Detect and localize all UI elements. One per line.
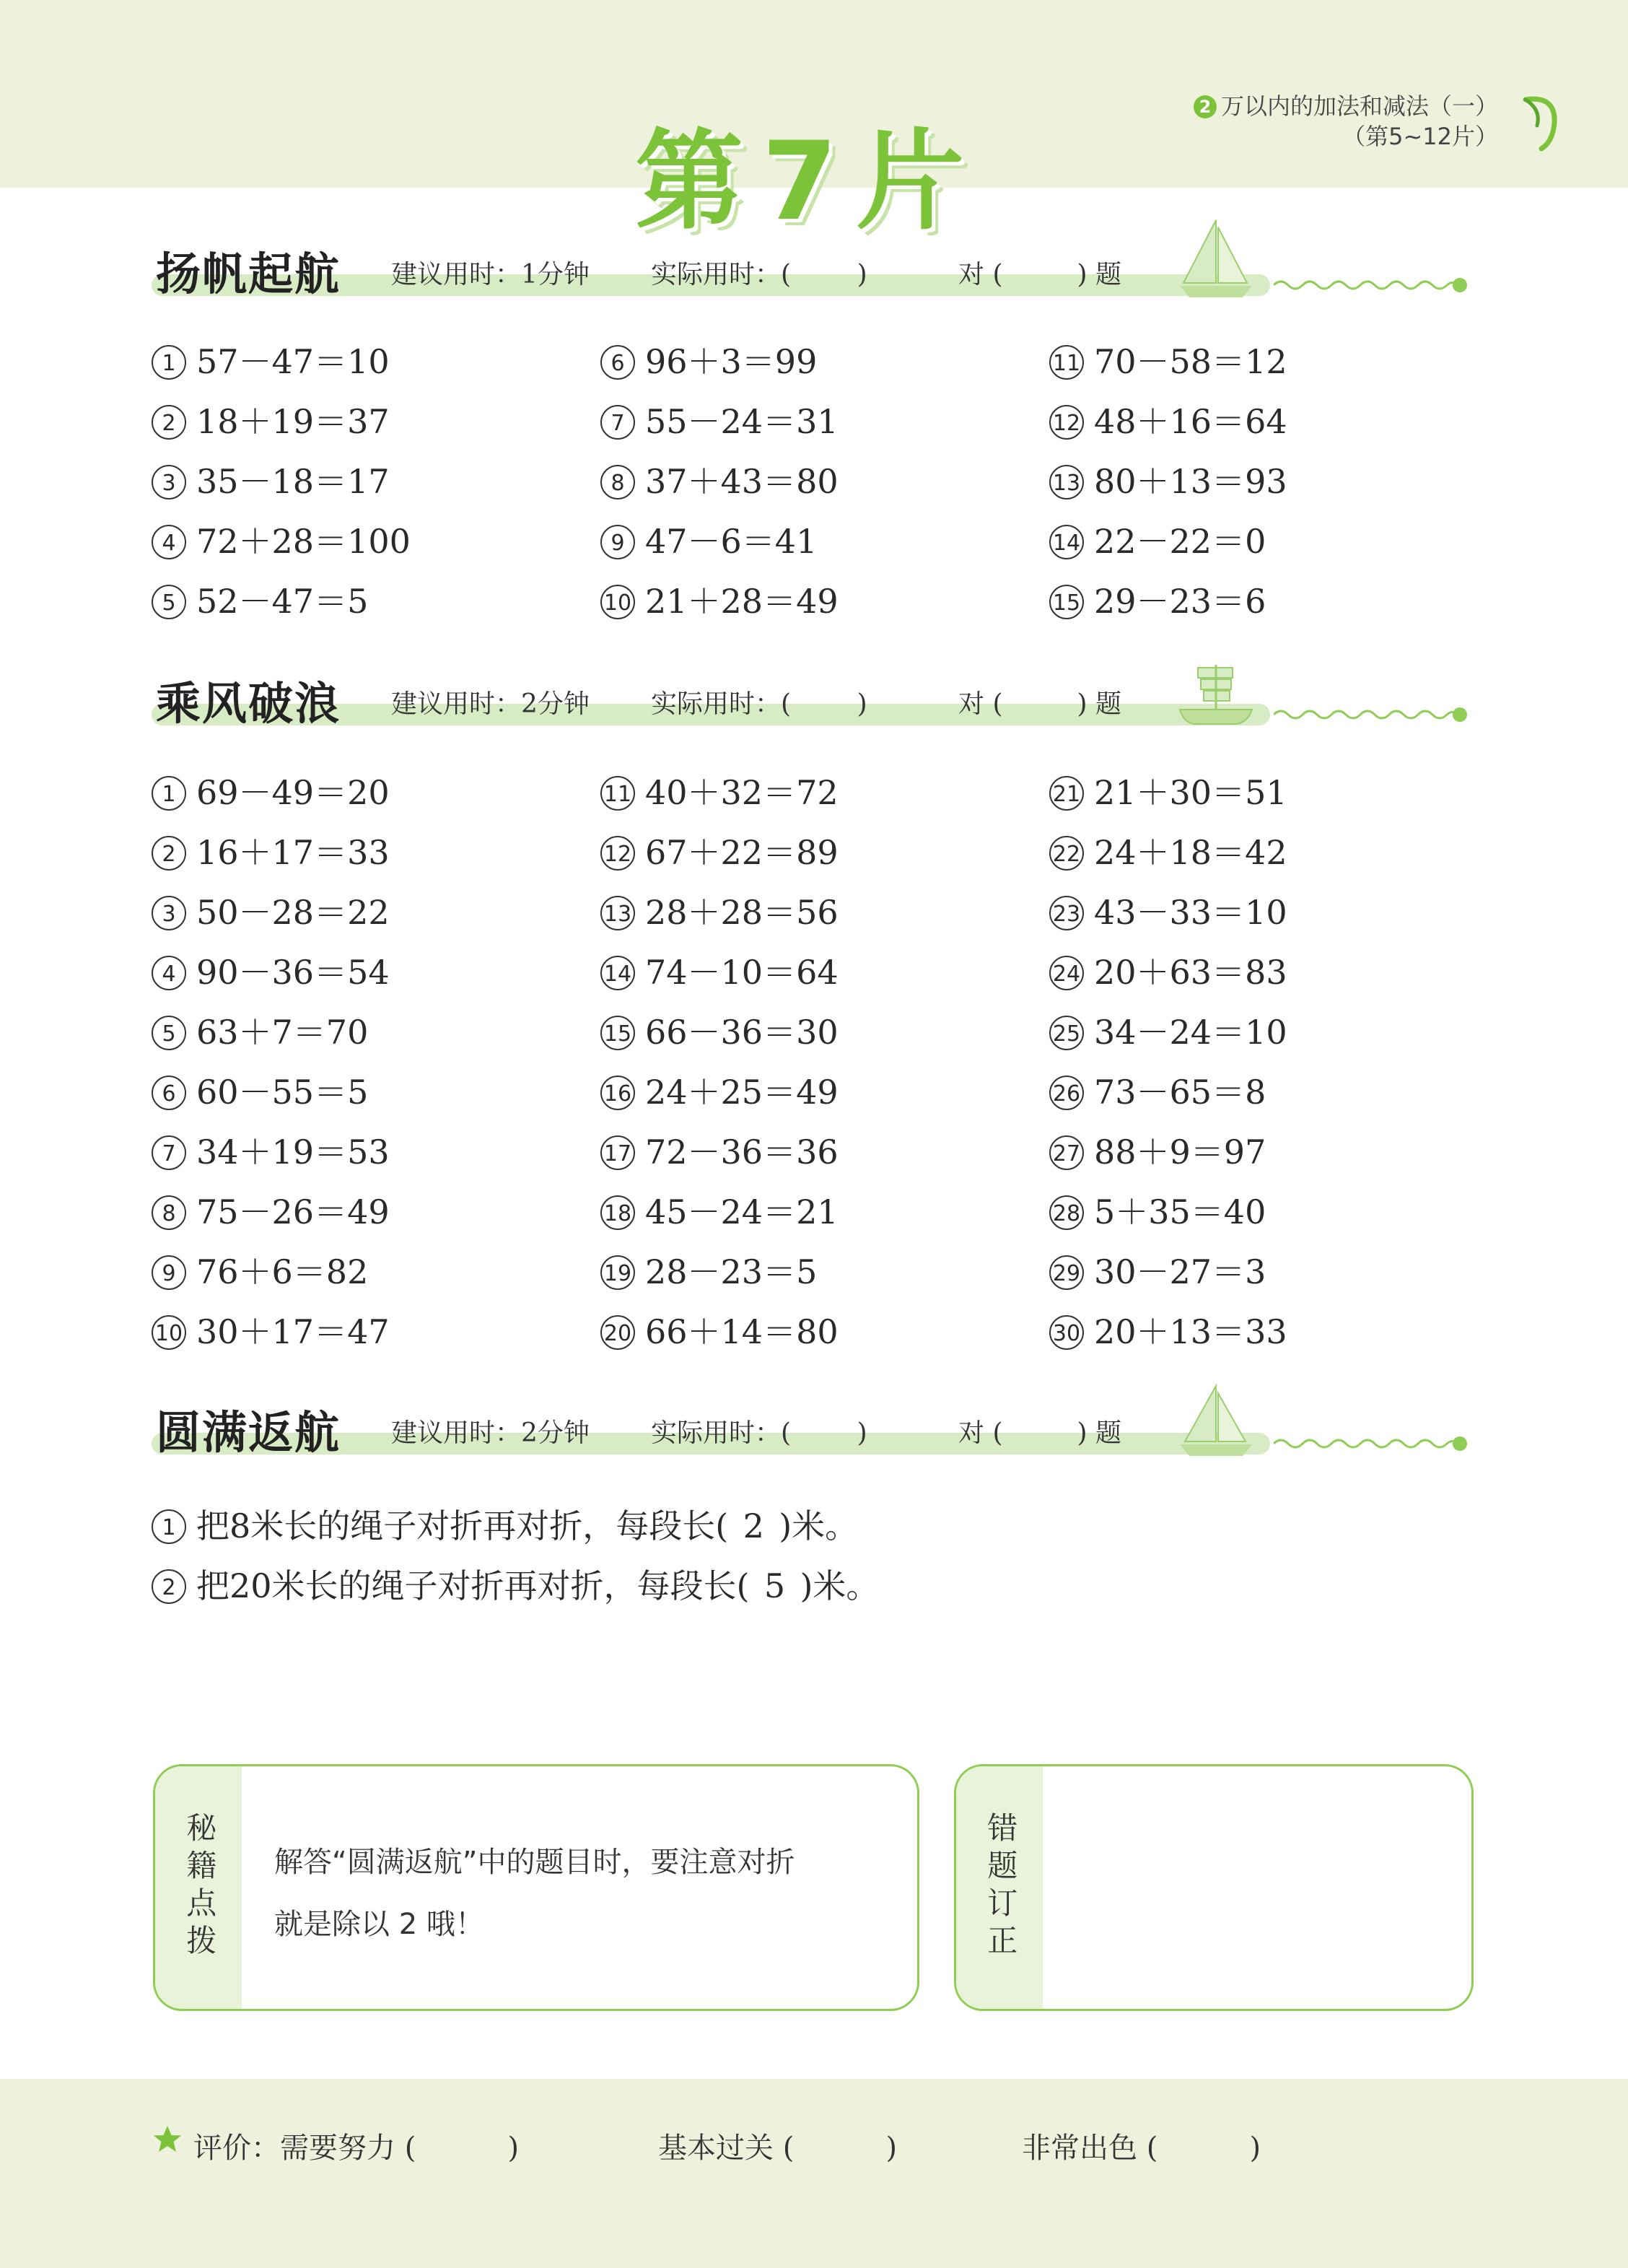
problem-number: 1 bbox=[152, 1509, 186, 1544]
problem-number: 24 bbox=[1049, 956, 1084, 990]
problem-number: 9 bbox=[152, 1255, 186, 1290]
unit-info bbox=[1194, 91, 1498, 152]
star-icon bbox=[152, 2124, 183, 2155]
problem: 21 21＋30＝51 bbox=[1049, 767, 1287, 814]
problem-number: 9 bbox=[600, 525, 635, 559]
eval-needs-effort: 评价：需要努力 ( ) bbox=[193, 2132, 520, 2165]
problem-number: 21 bbox=[1049, 776, 1084, 811]
word-problem: 2 把20米长的绳子对折再对折，每段长( 5 )米。 bbox=[152, 1560, 879, 1608]
section-title: 圆满返航 bbox=[156, 1406, 341, 1459]
problem-number: 3 bbox=[152, 465, 186, 500]
section-title: 扬帆起航 bbox=[156, 248, 341, 300]
suggested-time: 建议用时：2分钟 bbox=[391, 689, 590, 719]
problem: 8 75－26＝49 bbox=[152, 1186, 390, 1234]
eval-basic-pass: 基本过关 ( ) bbox=[658, 2132, 898, 2165]
problem: 28 5＋35＝40 bbox=[1049, 1186, 1266, 1234]
problem: 11 40＋32＝72 bbox=[600, 767, 839, 814]
problem-number: 30 bbox=[1049, 1315, 1084, 1350]
sailboat-icon bbox=[1176, 1382, 1256, 1462]
problem: 2 16＋17＝33 bbox=[152, 826, 390, 874]
problem: 3 50－28＝22 bbox=[152, 886, 390, 934]
problem: 19 28－23＝5 bbox=[600, 1246, 817, 1294]
tips-text: 解答“圆满返航”中的题目时，要注意对折 就是除以 2 哦！ bbox=[274, 1846, 795, 1941]
problem: 7 34＋19＝53 bbox=[152, 1126, 390, 1174]
problem-number: 20 bbox=[600, 1315, 635, 1350]
problem: 7 55－24＝31 bbox=[600, 396, 839, 443]
problem-number: 15 bbox=[1049, 585, 1084, 619]
problem-number: 3 bbox=[152, 896, 186, 930]
problem-number: 10 bbox=[152, 1315, 186, 1350]
problem-number: 5 bbox=[152, 585, 186, 619]
problem-number: 25 bbox=[1049, 1016, 1084, 1050]
problem: 29 30－27＝3 bbox=[1049, 1246, 1266, 1294]
page-title: 第7片 bbox=[635, 119, 984, 245]
problem-number: 17 bbox=[600, 1135, 635, 1170]
problem: 1 57－47＝10 bbox=[152, 336, 390, 383]
problem-number: 8 bbox=[600, 465, 635, 500]
wave-divider bbox=[1274, 271, 1469, 300]
problem-number: 16 bbox=[600, 1076, 635, 1110]
word-problem: 1 把8米长的绳子对折再对折，每段长( 2 )米。 bbox=[152, 1500, 858, 1548]
problem: 16 24＋25＝49 bbox=[600, 1066, 839, 1114]
correct-count: 对 ( ) 题 bbox=[958, 689, 1121, 719]
correct-count: 对 ( ) 题 bbox=[958, 1418, 1121, 1448]
problem-number: 6 bbox=[600, 345, 635, 380]
problem-number: 7 bbox=[152, 1135, 186, 1170]
problem-number: 2 bbox=[152, 1569, 186, 1604]
error-correction-box[interactable] bbox=[954, 1764, 1474, 2011]
problem: 5 63＋7＝70 bbox=[152, 1006, 368, 1054]
problem-number: 26 bbox=[1049, 1076, 1084, 1110]
problem-number: 29 bbox=[1049, 1255, 1084, 1290]
problem: 2 18＋19＝37 bbox=[152, 396, 390, 443]
sailboat-icon bbox=[1176, 217, 1256, 303]
problem: 17 72－36＝36 bbox=[600, 1126, 839, 1174]
problem-number: 8 bbox=[152, 1195, 186, 1230]
answer: 5 bbox=[763, 1566, 786, 1605]
problem: 18 45－24＝21 bbox=[600, 1186, 839, 1234]
problem: 6 60－55＝5 bbox=[152, 1066, 368, 1114]
problem-number: 5 bbox=[152, 1016, 186, 1050]
problem: 26 73－65＝8 bbox=[1049, 1066, 1266, 1114]
problem-number: 12 bbox=[600, 836, 635, 871]
problem-number: 6 bbox=[152, 1076, 186, 1110]
error-label: 错题订正 bbox=[987, 1810, 1018, 1958]
problem: 6 96＋3＝99 bbox=[600, 336, 817, 383]
junk-boat-icon bbox=[1176, 660, 1256, 733]
problem: 12 48＋16＝64 bbox=[1049, 396, 1287, 443]
problem: 13 28＋28＝56 bbox=[600, 886, 839, 934]
problem-number: 4 bbox=[152, 956, 186, 990]
unit-range: （第5~12片） bbox=[1342, 123, 1498, 150]
problem: 27 88＋9＝97 bbox=[1049, 1126, 1266, 1174]
problem: 10 21＋28＝49 bbox=[600, 575, 839, 623]
problem-number: 18 bbox=[600, 1195, 635, 1230]
problem-number: 28 bbox=[1049, 1195, 1084, 1230]
problem: 10 30＋17＝47 bbox=[152, 1306, 390, 1353]
problem-number: 19 bbox=[600, 1255, 635, 1290]
leaf-icon bbox=[1520, 94, 1563, 152]
problem-number: 13 bbox=[1049, 465, 1084, 500]
problem: 9 47－6＝41 bbox=[600, 515, 817, 563]
problem-number: 23 bbox=[1049, 896, 1084, 930]
problem-number: 22 bbox=[1049, 836, 1084, 871]
problem-number: 11 bbox=[1049, 345, 1084, 380]
problem: 9 76＋6＝82 bbox=[152, 1246, 368, 1294]
wave-divider bbox=[1274, 1429, 1469, 1458]
problem: 12 67＋22＝89 bbox=[600, 826, 839, 874]
unit-title: 万以内的加法和减法（一） bbox=[1220, 92, 1498, 120]
problem-number: 2 bbox=[152, 405, 186, 440]
actual-time: 实际用时：( ) bbox=[651, 1418, 867, 1448]
problem: 30 20＋13＝33 bbox=[1049, 1306, 1287, 1353]
problem: 11 70－58＝12 bbox=[1049, 336, 1287, 383]
problem: 4 72＋28＝100 bbox=[152, 515, 411, 563]
wave-divider bbox=[1274, 700, 1469, 729]
problem-number: 14 bbox=[600, 956, 635, 990]
problem: 4 90－36＝54 bbox=[152, 946, 390, 994]
problem: 25 34－24＝10 bbox=[1049, 1006, 1287, 1054]
problem-number: 11 bbox=[600, 776, 635, 811]
section-header-warmup bbox=[152, 238, 1472, 303]
problem-number: 4 bbox=[152, 525, 186, 559]
problem-number: 27 bbox=[1049, 1135, 1084, 1170]
problem: 20 66＋14＝80 bbox=[600, 1306, 839, 1353]
problem: 1 69－49＝20 bbox=[152, 767, 390, 814]
actual-time: 实际用时：( ) bbox=[651, 260, 867, 289]
problem-number: 1 bbox=[152, 345, 186, 380]
problem: 15 66－36＝30 bbox=[600, 1006, 839, 1054]
correct-count: 对 ( ) 题 bbox=[958, 260, 1121, 289]
problem-number: 14 bbox=[1049, 525, 1084, 559]
actual-time: 实际用时：( ) bbox=[651, 689, 867, 719]
problem: 13 80＋13＝93 bbox=[1049, 455, 1287, 503]
problem: 23 43－33＝10 bbox=[1049, 886, 1287, 934]
footer-evaluation bbox=[0, 2079, 1628, 2268]
problem-number: 12 bbox=[1049, 405, 1084, 440]
eval-excellent: 非常出色 ( ) bbox=[1022, 2132, 1261, 2165]
problem-number: 10 bbox=[600, 585, 635, 619]
problem-number: 7 bbox=[600, 405, 635, 440]
problem-number: 15 bbox=[600, 1016, 635, 1050]
problem-number: 13 bbox=[600, 896, 635, 930]
problem-number: 1 bbox=[152, 776, 186, 811]
suggested-time: 建议用时：2分钟 bbox=[391, 1418, 590, 1448]
problem: 15 29－23＝6 bbox=[1049, 575, 1266, 623]
section-header-practice bbox=[152, 668, 1472, 733]
problem: 22 24＋18＝42 bbox=[1049, 826, 1287, 874]
problem: 5 52－47＝5 bbox=[152, 575, 368, 623]
answer: 2 bbox=[743, 1506, 764, 1545]
unit-number-badge: 2 bbox=[1194, 95, 1217, 118]
tips-label: 秘籍点拨 bbox=[186, 1810, 217, 1958]
section-title: 乘风破浪 bbox=[156, 677, 341, 730]
problem: 14 22－22＝0 bbox=[1049, 515, 1266, 563]
problem: 3 35－18＝17 bbox=[152, 455, 390, 503]
problem: 24 20＋63＝83 bbox=[1049, 946, 1287, 994]
problem: 14 74－10＝64 bbox=[600, 946, 839, 994]
tips-box bbox=[153, 1764, 919, 2011]
problem-number: 2 bbox=[152, 836, 186, 871]
suggested-time: 建议用时：1分钟 bbox=[391, 260, 590, 289]
problem: 8 37＋43＝80 bbox=[600, 455, 839, 503]
section-header-challenge bbox=[152, 1397, 1472, 1462]
